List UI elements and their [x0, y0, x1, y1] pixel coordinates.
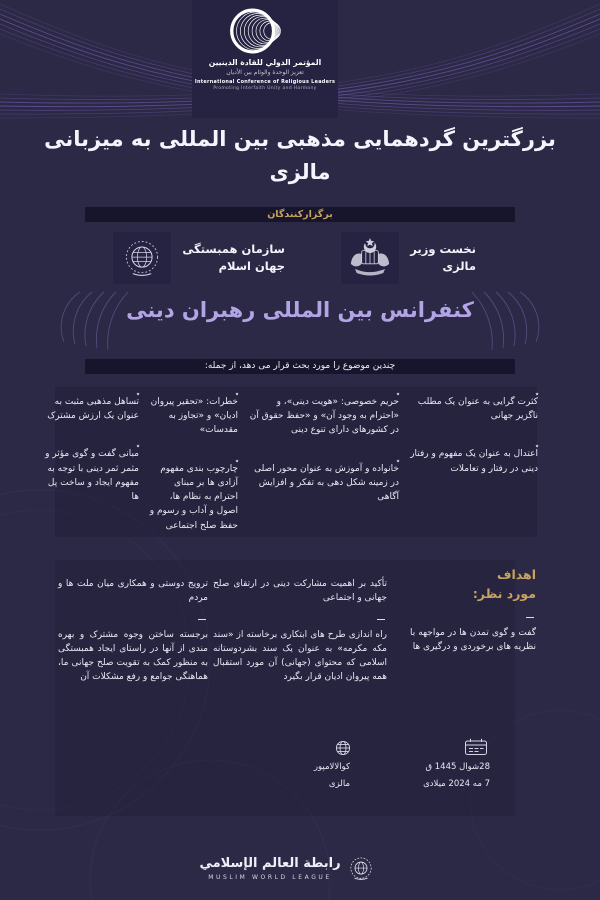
dash-separator [198, 619, 206, 621]
organizers-label-bar: برگزارکنندگان [85, 207, 515, 222]
conference-title: کنفرانس بین المللی رهبران دینی [126, 298, 474, 322]
footer-org-name-english: MUSLIM WORLD LEAGUE [208, 874, 332, 881]
calendar-icon [464, 738, 488, 756]
topic-item: ٭ اعتدال به عنوان یک مفهوم و رفتار دینی در رفتار و تعاملات [410, 442, 539, 474]
topics-column-3 [148, 390, 239, 533]
topics-intro-bar: چندین موضوع را مورد بحث قرار می دهد، از جمله: [85, 359, 515, 374]
topic-item: ٭ تساهل مذهبی مثبت به عنوان یک ارزش مشترک [47, 390, 140, 422]
objectives-column-middle [213, 578, 387, 685]
topics-column-4 [45, 390, 140, 533]
star-bullet-icon: ٭ [396, 390, 400, 398]
location-country: مالزی [328, 778, 350, 789]
organizer-name: سازمان همبستگی جهان اسلام [182, 241, 285, 273]
logo-title-english: International Conference of Religious Leaders [194, 79, 336, 85]
topic-item: ٭ خطرات: «تحقیر پیروان ادیان» و «تجاوز به مقدسات» [150, 390, 239, 436]
footer-org-name-arabic: رابطة العالم الإسلامي [199, 856, 341, 871]
muslim-world-league-emblem-icon [349, 857, 373, 881]
topic-item: ٭ خانواده و آموزش به عنوان محور اصلی در زمینه شکل دهی به تفکر و افزایش آگاهی [254, 456, 400, 503]
objectives-heading: اهداف مورد نظر: [472, 567, 536, 601]
star-bullet-icon: ٭ [235, 390, 239, 398]
dash-separator [377, 619, 385, 621]
objective-item: ترویج دوستی و همکاری میان ملت ها و مردم [58, 579, 208, 603]
topic-item: ٭ چارچوب بندی مفهوم آزادی ها بر مبنای احترام به نظام ها، اصول و آداب و رسوم و حفظ صلح اجتماعی [149, 456, 239, 531]
objective-item: برجسته ساختن وجوه مشترک و بهره مندی از آنها در راستای ایجاد همبستگی به منظور کمک به تقویت صلح جهانی ما، هماهنگی جوامع و رفع مشکلات آن [58, 630, 208, 683]
logo-subtitle-arabic: تعزيز الوحدة والوئام بين الأديان [226, 69, 304, 76]
islamic-world-solidarity-emblem-icon [120, 236, 164, 280]
objectives-column-right [410, 566, 536, 655]
topic-item: ٭ حریم خصوصی: «هویت دینی»، و «احترام به وجود آن» و «حفظ حقوق آن در کشورهای دارای تنوع دینی [249, 390, 400, 436]
date-hijri: 28شوال 1445 ق [425, 762, 490, 772]
topics-column-2 [247, 390, 400, 533]
topic-item: ٭ کثرت گرایی به عنوان یک مطلب ناگزیر جهانی [417, 390, 539, 422]
main-title: بزرگترین گردهمایی مذهبی بین المللی به میزبانی مالزی [44, 127, 556, 185]
crescent-logo-icon [227, 7, 303, 55]
star-bullet-icon: ٭ [535, 442, 539, 451]
footer-texts [199, 856, 340, 881]
location-city: کوالالامپور [313, 762, 350, 772]
footer-logo-lockup [0, 856, 586, 881]
star-bullet-icon: ٭ [396, 456, 400, 465]
event-date [368, 759, 490, 792]
organizer-card-islamic-solidarity [83, 231, 285, 285]
logo-subtitle-english: Promoting Interfaith Unity and Harmony [213, 86, 317, 91]
objective-item: راه اندازی طرح های ابتکاری برخاسته از «سند مکه مکرمه» به عنوان یک سند بشردوستانه اسلامی که محتوای (جهانی) آن مورد استقبال همه پیروان ادیان قرار بگیرد [213, 630, 387, 683]
date-gregorian: 7 مه 2024 میلادی [423, 778, 490, 789]
malaysia-coat-of-arms-box [341, 232, 399, 284]
dash-separator [526, 617, 534, 619]
topics-column-1 [408, 390, 539, 533]
malaysia-coat-of-arms-icon [345, 237, 395, 279]
header-logo-panel [192, 0, 338, 118]
globe-icon [335, 740, 351, 756]
star-bullet-icon: ٭ [535, 390, 539, 398]
objective-item: تأکید بر اهمیت مشارکت دینی در ارتقای صلح جهانی و اجتماعی [213, 579, 387, 603]
star-bullet-icon: ٭ [235, 456, 239, 465]
organizer-name: نخست وزیر مالزی [410, 241, 476, 273]
event-location [268, 759, 350, 792]
star-bullet-icon: ٭ [136, 442, 140, 451]
logo-title-arabic: المؤتمر الدولي للقادة الدينيين [208, 58, 322, 67]
objective-item: گفت و گوی تمدن ها در مواجهه با نظریه های برخوردی و درگیری ها [410, 628, 536, 652]
topics-grid [45, 390, 539, 533]
objectives-column-left [58, 578, 208, 685]
organizer-card-pm-malaysia [311, 231, 476, 285]
star-bullet-icon: ٭ [136, 390, 140, 398]
topic-item: ٭ مبانی گفت و گوی مؤثر و مثمر ثمر دینی با توجه به مفهوم ایجاد و ساخت پل ها [45, 442, 140, 503]
islamic-world-solidarity-box [113, 232, 171, 284]
